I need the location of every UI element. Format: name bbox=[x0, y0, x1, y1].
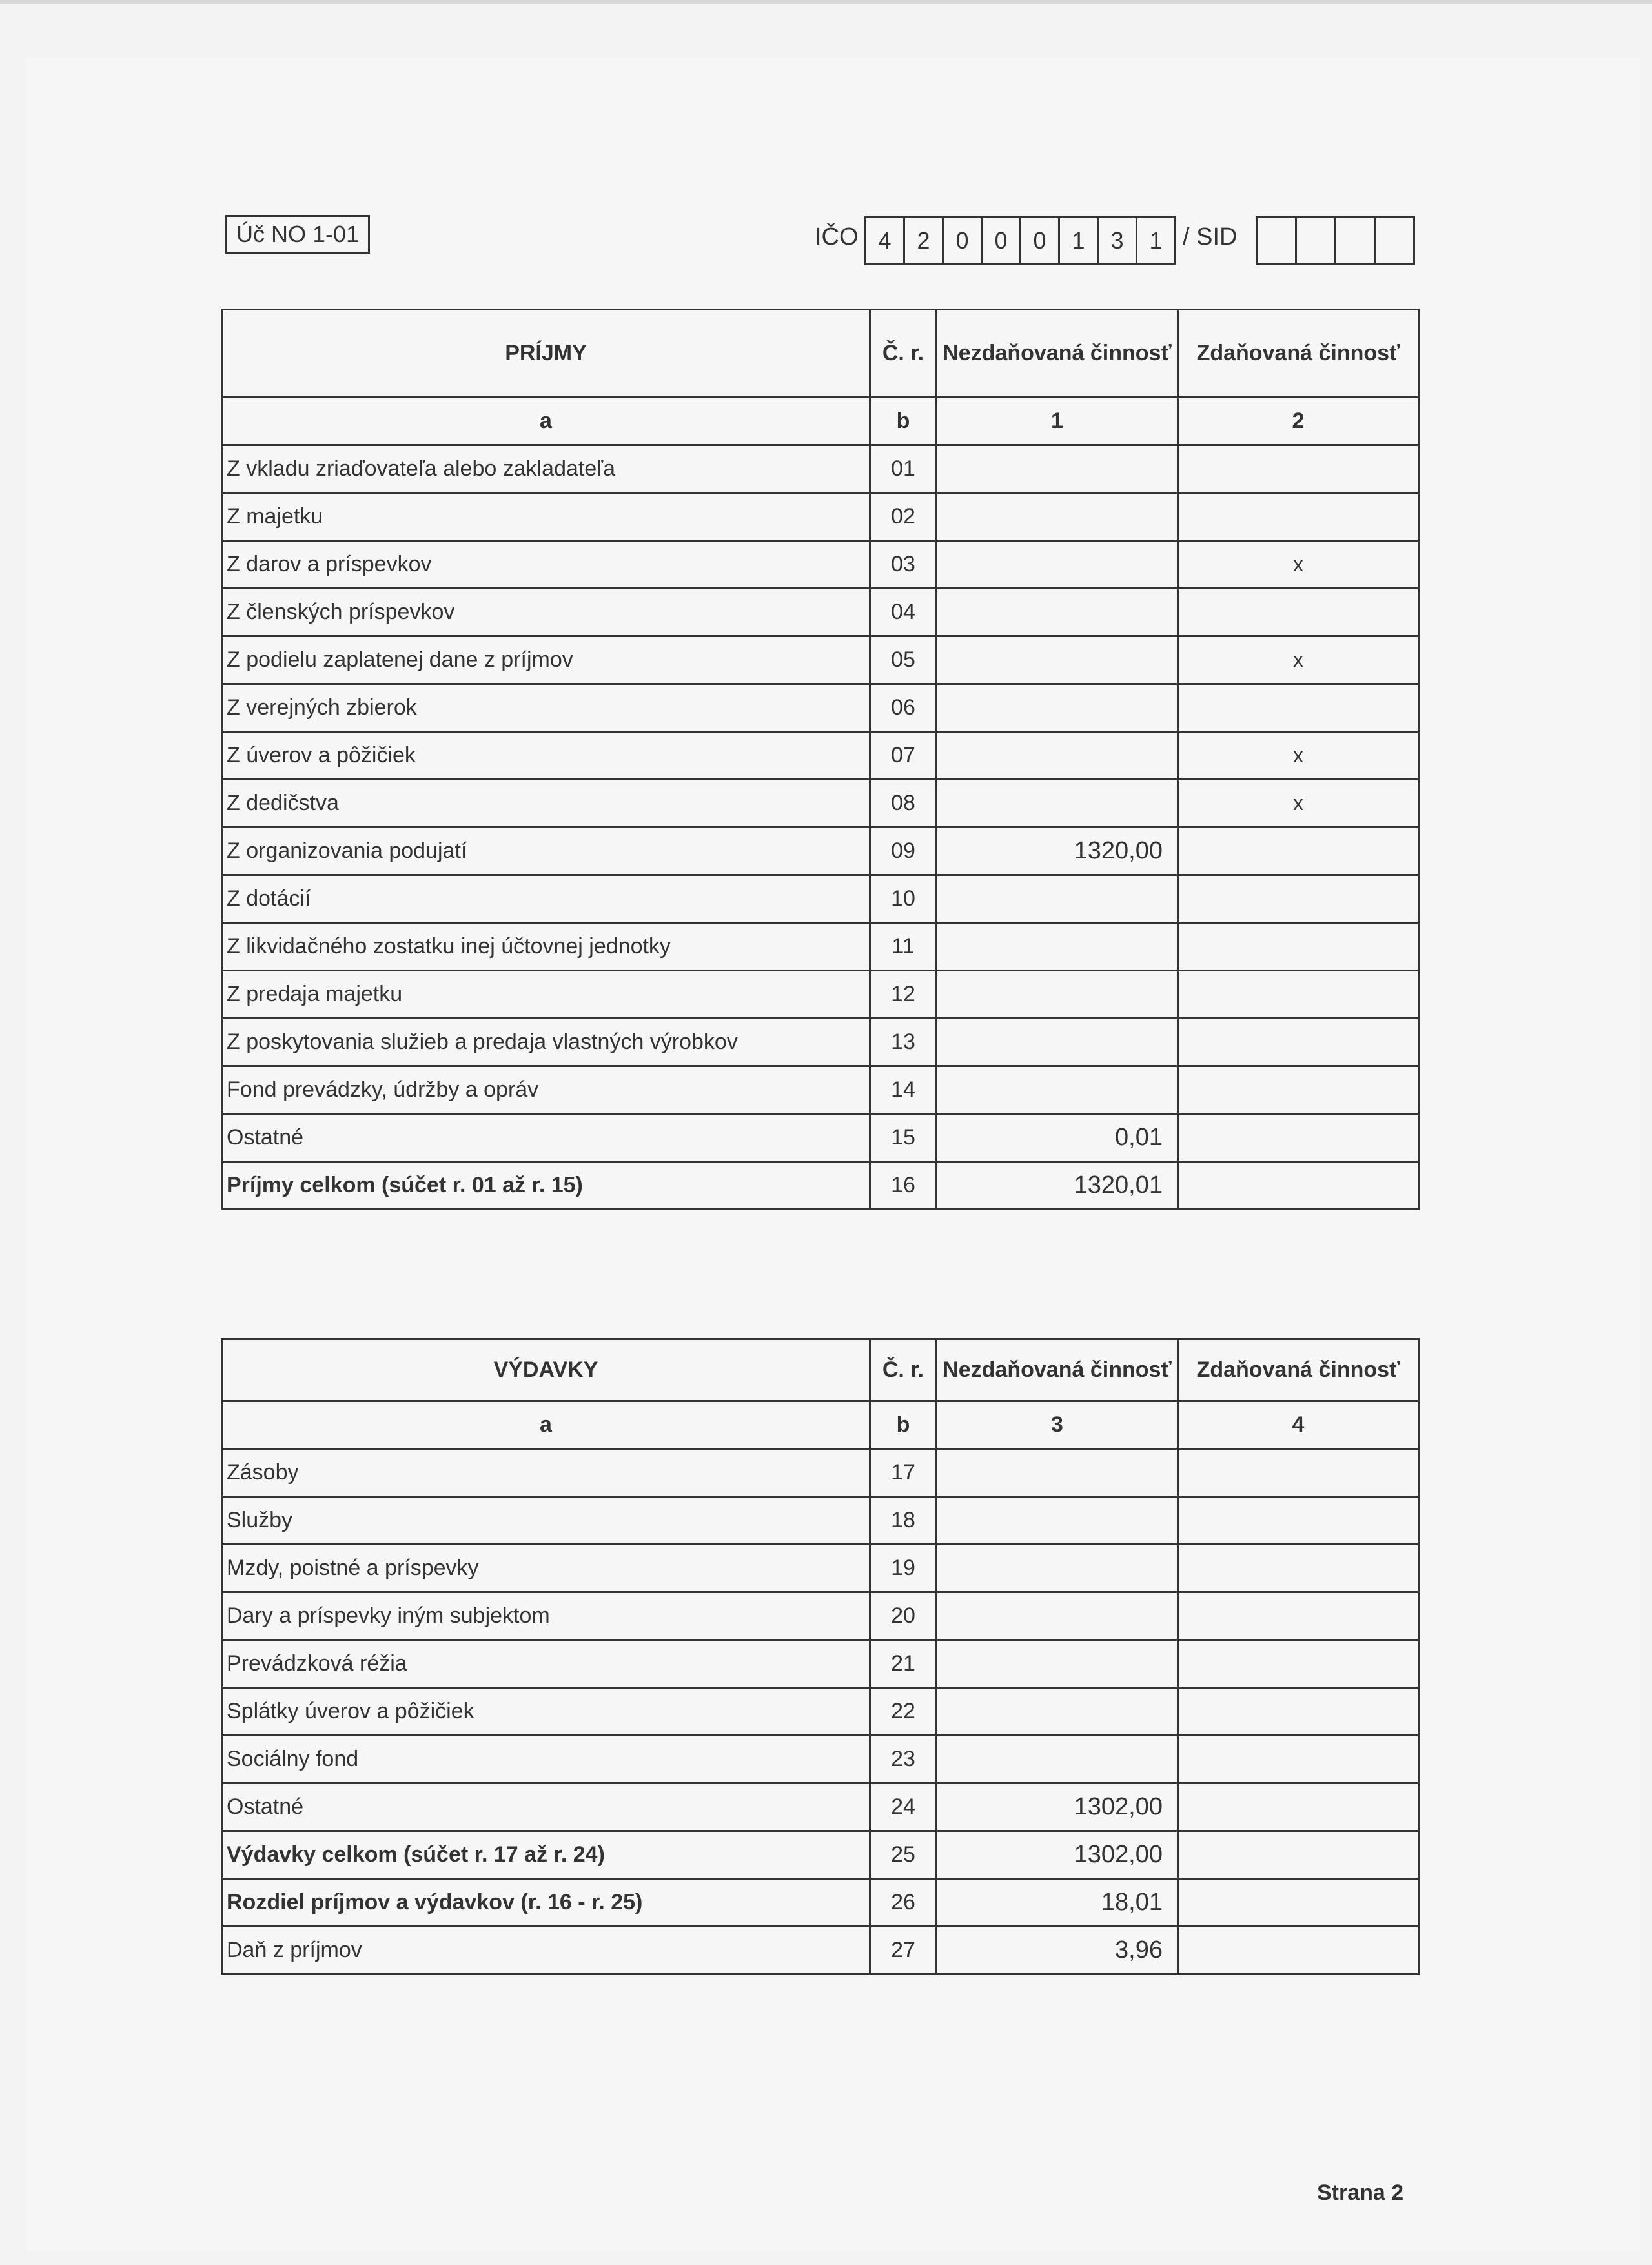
column-letter: b bbox=[870, 398, 937, 445]
taxable-value bbox=[1178, 1592, 1419, 1640]
nontaxable-value bbox=[937, 445, 1178, 493]
table-row bbox=[222, 541, 1419, 589]
nontaxable-header: Nezdaňovaná činnosť bbox=[937, 310, 1178, 398]
taxable-value bbox=[1178, 1736, 1419, 1783]
row-label: Zásoby bbox=[222, 1449, 870, 1497]
ico-label: IČO bbox=[815, 223, 859, 250]
nontaxable-value: 1302,00 bbox=[937, 1831, 1178, 1879]
ico-digit-boxes bbox=[866, 216, 1176, 265]
column-letter: 1 bbox=[937, 398, 1178, 445]
nontaxable-value: 1320,00 bbox=[937, 828, 1178, 875]
nontaxable-value bbox=[937, 684, 1178, 732]
nontaxable-value: 1320,01 bbox=[937, 1162, 1178, 1210]
table-row bbox=[222, 971, 1419, 1019]
taxable-value bbox=[1178, 1114, 1419, 1162]
taxable-value: x bbox=[1178, 732, 1419, 780]
taxable-header: Zdaňovaná činnosť bbox=[1178, 310, 1419, 398]
taxable-value bbox=[1178, 1449, 1419, 1497]
column-letter: 2 bbox=[1178, 398, 1419, 445]
ico-digit: 2 bbox=[903, 216, 944, 265]
nontaxable-value: 18,01 bbox=[937, 1879, 1178, 1927]
nontaxable-value bbox=[937, 1640, 1178, 1688]
taxable-value bbox=[1178, 1066, 1419, 1114]
table-row bbox=[222, 1545, 1419, 1592]
row-number: 21 bbox=[870, 1640, 937, 1688]
nontaxable-value bbox=[937, 1688, 1178, 1736]
row-label: Prevádzková réžia bbox=[222, 1640, 870, 1688]
expense-title-header: VÝDAVKY bbox=[222, 1339, 870, 1401]
row-label: Z darov a príspevkov bbox=[222, 541, 870, 589]
table-row bbox=[222, 445, 1419, 493]
row-number: 27 bbox=[870, 1927, 937, 1975]
nontaxable-value bbox=[937, 589, 1178, 636]
row-label: Služby bbox=[222, 1497, 870, 1545]
sid-digit bbox=[1374, 216, 1415, 265]
table-row bbox=[222, 1736, 1419, 1783]
page-number: Strana 2 bbox=[1317, 2180, 1404, 2205]
ico-digit: 4 bbox=[864, 216, 905, 265]
ico-digit: 0 bbox=[1019, 216, 1060, 265]
ico-digit: 0 bbox=[981, 216, 1021, 265]
ico-digit: 0 bbox=[942, 216, 983, 265]
taxable-value bbox=[1178, 1927, 1419, 1975]
row-number: 03 bbox=[870, 541, 937, 589]
taxable-value bbox=[1178, 1688, 1419, 1736]
row-number: 19 bbox=[870, 1545, 937, 1592]
nontaxable-header: Nezdaňovaná činnosť bbox=[937, 1339, 1178, 1401]
nontaxable-value bbox=[937, 1019, 1178, 1066]
row-label: Sociálny fond bbox=[222, 1736, 870, 1783]
taxable-value: x bbox=[1178, 541, 1419, 589]
taxable-value bbox=[1178, 1545, 1419, 1592]
row-number: 17 bbox=[870, 1449, 937, 1497]
table-row bbox=[222, 1114, 1419, 1162]
row-number: 02 bbox=[870, 493, 937, 541]
row-number: 11 bbox=[870, 923, 937, 971]
taxable-value bbox=[1178, 1640, 1419, 1688]
table-row bbox=[222, 1019, 1419, 1066]
taxable-value bbox=[1178, 875, 1419, 923]
taxable-value bbox=[1178, 493, 1419, 541]
table-row bbox=[222, 1688, 1419, 1736]
column-letter: 3 bbox=[937, 1401, 1178, 1449]
table-row bbox=[222, 1640, 1419, 1688]
nontaxable-value bbox=[937, 780, 1178, 828]
row-label: Z úverov a pôžičiek bbox=[222, 732, 870, 780]
ico-digit: 3 bbox=[1097, 216, 1137, 265]
sid-digit-boxes bbox=[1258, 216, 1415, 265]
row-label: Z predaja majetku bbox=[222, 971, 870, 1019]
nontaxable-value: 3,96 bbox=[937, 1927, 1178, 1975]
table-row bbox=[222, 923, 1419, 971]
table-row bbox=[222, 1879, 1419, 1927]
row-label: Z členských príspevkov bbox=[222, 589, 870, 636]
column-letter: a bbox=[222, 1401, 870, 1449]
row-number: 10 bbox=[870, 875, 937, 923]
row-label: Výdavky celkom (súčet r. 17 až r. 24) bbox=[222, 1831, 870, 1879]
row-number: 24 bbox=[870, 1783, 937, 1831]
income-title-header: PRÍJMY bbox=[222, 310, 870, 398]
row-label: Z majetku bbox=[222, 493, 870, 541]
nontaxable-value bbox=[937, 1066, 1178, 1114]
taxable-value bbox=[1178, 1019, 1419, 1066]
table-row bbox=[222, 1162, 1419, 1210]
taxable-value bbox=[1178, 1162, 1419, 1210]
ico-digit: 1 bbox=[1136, 216, 1176, 265]
nontaxable-value bbox=[937, 732, 1178, 780]
nontaxable-value bbox=[937, 1736, 1178, 1783]
row-label: Z dedičstva bbox=[222, 780, 870, 828]
row-label: Príjmy celkom (súčet r. 01 až r. 15) bbox=[222, 1162, 870, 1210]
row-number: 22 bbox=[870, 1688, 937, 1736]
sid-label: / SID bbox=[1183, 223, 1238, 250]
taxable-value bbox=[1178, 828, 1419, 875]
expense-rows bbox=[222, 1449, 1419, 1975]
row-number: 18 bbox=[870, 1497, 937, 1545]
taxable-value bbox=[1178, 923, 1419, 971]
row-number: 05 bbox=[870, 636, 937, 684]
row-number: 07 bbox=[870, 732, 937, 780]
row-label: Z dotácií bbox=[222, 875, 870, 923]
table-row bbox=[222, 1831, 1419, 1879]
nontaxable-value bbox=[937, 923, 1178, 971]
taxable-value bbox=[1178, 1497, 1419, 1545]
row-number: 14 bbox=[870, 1066, 937, 1114]
row-label: Ostatné bbox=[222, 1114, 870, 1162]
expense-header-row bbox=[222, 1339, 1419, 1401]
row-number: 26 bbox=[870, 1879, 937, 1927]
expense-table bbox=[221, 1338, 1420, 1975]
row-number: 04 bbox=[870, 589, 937, 636]
row-label: Rozdiel príjmov a výdavkov (r. 16 - r. 25) bbox=[222, 1879, 870, 1927]
row-number: 16 bbox=[870, 1162, 937, 1210]
income-rows bbox=[222, 445, 1419, 1210]
sid-digit bbox=[1295, 216, 1336, 265]
nontaxable-value bbox=[937, 541, 1178, 589]
row-label: Dary a príspevky iným subjektom bbox=[222, 1592, 870, 1640]
table-row bbox=[222, 589, 1419, 636]
column-letter: 4 bbox=[1178, 1401, 1419, 1449]
table-row bbox=[222, 732, 1419, 780]
taxable-value: x bbox=[1178, 636, 1419, 684]
nontaxable-value bbox=[937, 1449, 1178, 1497]
taxable-value: x bbox=[1178, 780, 1419, 828]
table-row bbox=[222, 684, 1419, 732]
row-number: 08 bbox=[870, 780, 937, 828]
row-label: Mzdy, poistné a príspevky bbox=[222, 1545, 870, 1592]
row-label: Z poskytovania služieb a predaja vlastných výrobkov bbox=[222, 1019, 870, 1066]
nontaxable-value bbox=[937, 1592, 1178, 1640]
row-number: 25 bbox=[870, 1831, 937, 1879]
row-number: 01 bbox=[870, 445, 937, 493]
row-label: Splátky úverov a pôžičiek bbox=[222, 1688, 870, 1736]
nontaxable-value: 1302,00 bbox=[937, 1783, 1178, 1831]
sid-digit bbox=[1334, 216, 1376, 265]
row-number-header: Č. r. bbox=[870, 310, 937, 398]
taxable-value bbox=[1178, 1783, 1419, 1831]
row-number: 20 bbox=[870, 1592, 937, 1640]
row-number: 23 bbox=[870, 1736, 937, 1783]
nontaxable-value: 0,01 bbox=[937, 1114, 1178, 1162]
row-label: Fond prevádzky, údržby a opráv bbox=[222, 1066, 870, 1114]
table-row bbox=[222, 1592, 1419, 1640]
nontaxable-value bbox=[937, 636, 1178, 684]
column-letter: b bbox=[870, 1401, 937, 1449]
row-label: Daň z príjmov bbox=[222, 1927, 870, 1975]
table-row bbox=[222, 493, 1419, 541]
table-row bbox=[222, 780, 1419, 828]
table-row bbox=[222, 1449, 1419, 1497]
table-row bbox=[222, 1927, 1419, 1975]
table-row bbox=[222, 1497, 1419, 1545]
row-number: 06 bbox=[870, 684, 937, 732]
table-row bbox=[222, 1783, 1419, 1831]
nontaxable-value bbox=[937, 493, 1178, 541]
taxable-value bbox=[1178, 971, 1419, 1019]
column-letter: a bbox=[222, 398, 870, 445]
expense-letter-row bbox=[222, 1401, 1419, 1449]
income-letter-row bbox=[222, 398, 1419, 445]
nontaxable-value bbox=[937, 971, 1178, 1019]
taxable-value bbox=[1178, 1831, 1419, 1879]
scan-top-edge bbox=[0, 0, 1652, 4]
taxable-value bbox=[1178, 445, 1419, 493]
form-code-box: Úč NO 1-01 bbox=[225, 215, 370, 254]
nontaxable-value bbox=[937, 1545, 1178, 1592]
row-number: 13 bbox=[870, 1019, 937, 1066]
table-row bbox=[222, 828, 1419, 875]
taxable-value bbox=[1178, 684, 1419, 732]
row-number: 09 bbox=[870, 828, 937, 875]
taxable-value bbox=[1178, 589, 1419, 636]
nontaxable-value bbox=[937, 1497, 1178, 1545]
taxable-value bbox=[1178, 1879, 1419, 1927]
nontaxable-value bbox=[937, 875, 1178, 923]
row-label: Z vkladu zriaďovateľa alebo zakladateľa bbox=[222, 445, 870, 493]
row-number: 15 bbox=[870, 1114, 937, 1162]
ico-digit: 1 bbox=[1058, 216, 1099, 265]
taxable-header: Zdaňovaná činnosť bbox=[1178, 1339, 1419, 1401]
table-row bbox=[222, 636, 1419, 684]
row-number: 12 bbox=[870, 971, 937, 1019]
row-number-header: Č. r. bbox=[870, 1339, 937, 1401]
sid-digit bbox=[1256, 216, 1297, 265]
row-label: Z podielu zaplatenej dane z príjmov bbox=[222, 636, 870, 684]
row-label: Z likvidačného zostatku inej účtovnej jednotky bbox=[222, 923, 870, 971]
income-header-row bbox=[222, 310, 1419, 398]
row-label: Z verejných zbierok bbox=[222, 684, 870, 732]
row-label: Z organizovania podujatí bbox=[222, 828, 870, 875]
income-table bbox=[221, 309, 1420, 1210]
table-row bbox=[222, 1066, 1419, 1114]
row-label: Ostatné bbox=[222, 1783, 870, 1831]
table-row bbox=[222, 875, 1419, 923]
